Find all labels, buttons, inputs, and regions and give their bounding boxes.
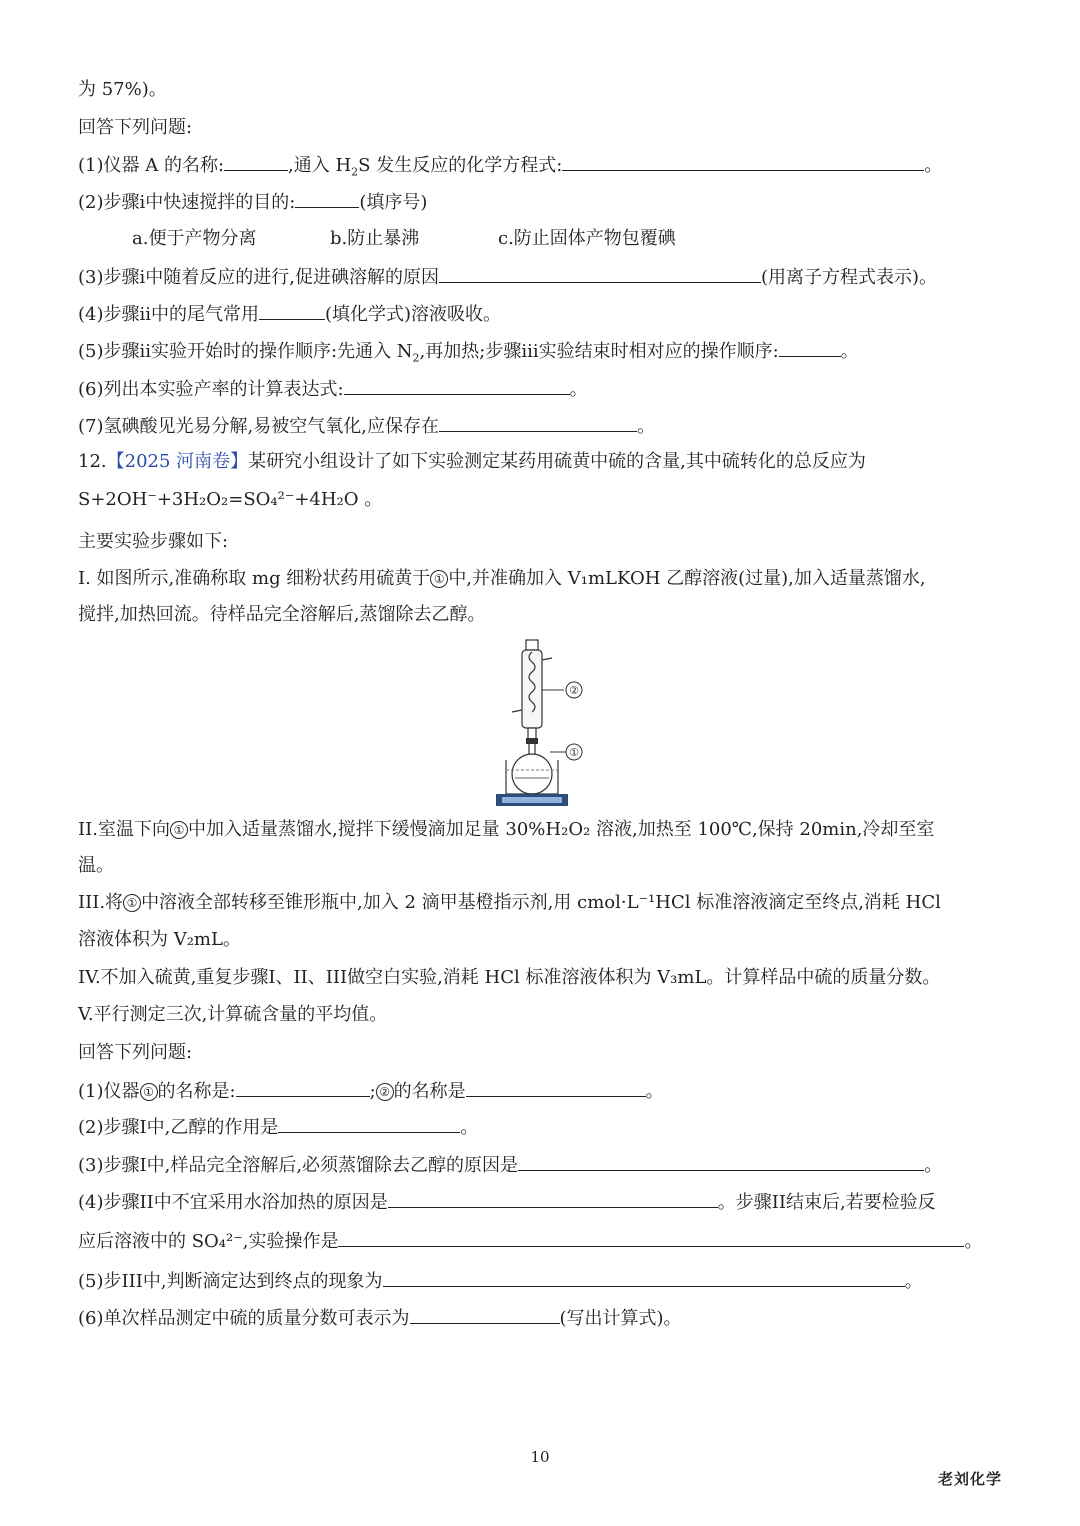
answer-5: (5)步III中,判断滴定达到终点的现象为 。 (78, 1268, 923, 1294)
diagram-label-2: ② (569, 684, 579, 697)
question-6: (6)列出本实验产率的计算表达式: 。 (78, 376, 588, 402)
option-b: b.防止暴沸 (330, 228, 420, 249)
answer-blank[interactable] (388, 1189, 718, 1208)
step-5: V.平行测定三次,计算硫含量的平均值。 (78, 1004, 388, 1025)
answer-blank[interactable] (338, 1228, 964, 1247)
answer-6: (6)单次样品测定中硫的质量分数可表示为 (写出计算式)。 (78, 1305, 682, 1331)
step-3-cont: 溶液体积为 V₂mL。 (78, 929, 241, 950)
text-line: 回答下列问题: (78, 117, 193, 138)
answer-blank[interactable] (278, 1114, 460, 1133)
label-1-icon: ① (140, 1083, 158, 1101)
answer-blank[interactable] (410, 1305, 560, 1324)
watermark: 老刘化学 (937, 1470, 1002, 1488)
answer-blank[interactable] (344, 376, 570, 395)
answer-blank[interactable] (259, 301, 325, 320)
label-1-icon: ① (170, 821, 188, 839)
question-2: (2)步骤ⅰ中快速搅拌的目的: (填序号) (78, 189, 427, 215)
answer-2: (2)步骤I中,乙醇的作用是 。 (78, 1114, 478, 1140)
step-2: II.室温下向 ① 中加入适量蒸馏水,搅拌下缓慢滴加足量 30%H₂O₂ 溶液,加热至 100℃,保持 20min,冷却至室 (78, 819, 935, 840)
label-1-icon: ① (430, 570, 448, 588)
text-line: 为 57%)。 (78, 79, 167, 100)
answer-blank[interactable] (779, 338, 841, 357)
label-2-icon: ② (376, 1083, 394, 1101)
option-c: c.防止固体产物包覆碘 (498, 228, 676, 249)
answer-blank[interactable] (439, 264, 761, 283)
question-7: (7)氢碘酸见光易分解,易被空气氧化,应保存在 。 (78, 413, 655, 439)
step-1-cont: 搅拌,加热回流。待样品完全溶解后,蒸馏除去乙醇。 (78, 604, 486, 625)
answer-blank[interactable] (466, 1078, 646, 1097)
answer-blank[interactable] (224, 152, 288, 171)
answer-blank[interactable] (383, 1268, 905, 1287)
answer-3: (3)步骤I中,样品完全溶解后,必须蒸馏除去乙醇的原因是 。 (78, 1152, 942, 1178)
option-a: a.便于产物分离 (132, 228, 257, 249)
answer-blank[interactable] (518, 1152, 924, 1171)
answer-blank[interactable] (295, 189, 359, 208)
answer-blank[interactable] (439, 413, 637, 432)
question-4: (4)步骤ⅱ中的尾气常用 (填化学式)溶液吸收。 (78, 301, 501, 327)
page-number: 10 (530, 1448, 550, 1466)
diagram-label-1: ① (569, 746, 579, 759)
step-3: III.将 ① 中溶液全部转移至锥形瓶中,加入 2 滴甲基橙指示剂,用 cmol·L⁻¹HCl 标准溶液滴定至终点,消耗 HCl (78, 892, 941, 913)
step-4: IV.不加入硫黄,重复步骤I、II、III做空白实验,消耗 HCl 标准溶液体积为 V₃mL。计算样品中硫的质量分数。 (78, 967, 941, 988)
source-tag: 【2025 河南卷】 (106, 451, 249, 472)
question-5: (5)步骤ⅱ实验开始时的操作顺序:先通入 $N_2$,再加热;步骤ⅲ实验结束时相对应的操作顺序: 。 (78, 338, 859, 371)
label-1-icon: ① (123, 894, 141, 912)
step-1: I. 如图所示,准确称取 mg 细粉状药用硫黄于 ① 中,并准确加入 V₁mLKOH 乙醇溶液(过量),加入适量蒸馏水, (78, 568, 926, 589)
answer-blank[interactable] (236, 1078, 370, 1097)
answer-1: (1)仪器 ① 的名称是: ; ② 的名称是 。 (78, 1078, 664, 1104)
step-2-cont: 温。 (78, 855, 114, 876)
answer-4: (4)步骤II中不宜采用水浴加热的原因是 。步骤II结束后,若要检验反 (78, 1189, 936, 1215)
answer-blank[interactable] (562, 152, 924, 171)
question-1: (1)仪器 A 的名称: ,通入 $H_2S$ 发生反应的化学方程式: 。 (78, 152, 942, 185)
question-3: (3)步骤ⅰ中随着反应的进行,促进碘溶解的原因 (用离子方程式表示)。 (78, 264, 937, 290)
problem-12-header: 12.【2025 河南卷】某研究小组设计了如下实验测定某药用硫黄中硫的含量,其中硫转化的总反应为 (78, 451, 866, 472)
answer-4-cont: 应后溶液中的 SO₄²⁻,实验操作是 。 (78, 1228, 982, 1254)
reaction-equation: S+2OH⁻+3H₂O₂=SO₄²⁻+4H₂O 。 (78, 489, 383, 510)
answer-title: 回答下列问题: (78, 1042, 193, 1063)
steps-title: 主要实验步骤如下: (78, 531, 229, 552)
reflux-apparatus-diagram (488, 634, 592, 806)
